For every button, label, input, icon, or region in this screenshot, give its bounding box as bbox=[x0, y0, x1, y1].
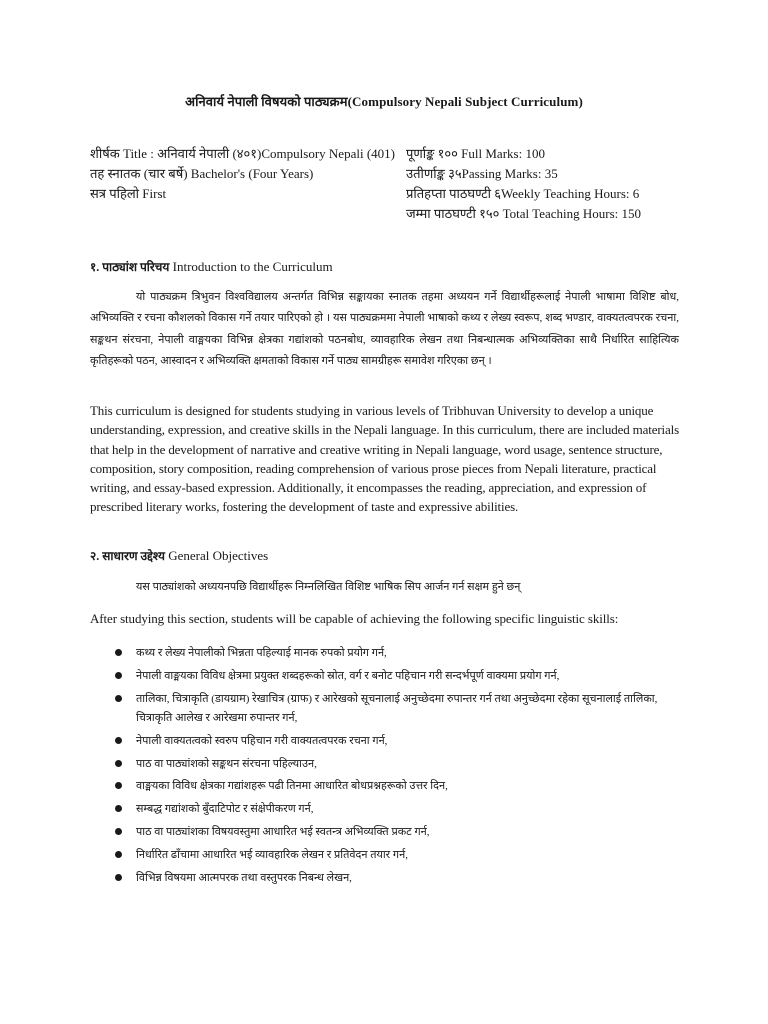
section-1-heading bbox=[90, 258, 333, 275]
document-title: अनिवार्य नेपाली विषयको पाठ्यक्रम(Compulsory Nepali Subject Curriculum) bbox=[185, 94, 583, 109]
list-item bbox=[90, 690, 680, 728]
list-item bbox=[90, 846, 680, 865]
list-item bbox=[90, 732, 680, 751]
list-item bbox=[90, 644, 680, 663]
section-1-paragraph-np bbox=[90, 287, 679, 373]
list-item-text: सम्बद्ध गद्यांशको बुँदाटिपोट र संक्षेपीकरण गर्न, bbox=[136, 803, 314, 816]
list-item-text: पाठ वा पाठ्यांशका विषयवस्तुमा आधारित भई स्वतन्त्र अभिव्यक्ति प्रकट गर्न, bbox=[136, 826, 430, 839]
section-2-heading-np: २. साधारण उद्देश्य bbox=[90, 549, 165, 563]
list-item-text: तालिका, चित्राकृति (डायग्राम) रेखाचित्र (ग्राफ) र आरेखको सूचनालाई अनुच्छेदमा रुपान्तर गर्न तथा अनुच्छेदमा रहेका सूचनालाई तालिका, चित्राकृति आलेख र आरेखमा रुपान्तर गर्न, bbox=[136, 692, 658, 724]
weekly-hours-row: प्रतिहप्ता पाठघण्टी ६Weekly Teaching Hours: 6 bbox=[406, 186, 640, 201]
course-level-row: तह स्नातक (चार बर्षे) Bachelor's (Four Years) bbox=[90, 166, 314, 181]
list-item-text: कथ्य र लेख्य नेपालीको भिन्नता पहिल्याई मानक रुपको प्रयोग गर्न, bbox=[136, 647, 387, 659]
bullet-icon bbox=[115, 760, 122, 767]
list-item-text: नेपाली वाङ्मयका विविध क्षेत्रमा प्रयुक्त शब्दहरूको स्रोत, वर्ग र बनोट पहिचान गरी सन्दर्भपूर्ण वाक्यमा प्रयोग गर्न, bbox=[136, 669, 560, 682]
bullet-icon bbox=[115, 828, 122, 835]
section-1-paragraph-en: This curriculum is designed for students studying in various levels of Tribhuvan University to develop a unique understanding, expression, and creative skills in the Nepali language. In this curriculum, there are included materials that help in the development of narrative and creative writing in Nepali language, word usage, sentence structure, composition, story composition, reading comprehension of various prose pieces from Nepali literature, practical writing, and essay-based expression. Additionally, it encompasses the reading, appreciation, and expression of prescribed literary works, fostering the development of taste and expressive abilities. bbox=[90, 403, 679, 515]
list-item bbox=[90, 755, 680, 774]
bullet-icon bbox=[115, 695, 122, 702]
list-item-text: पाठ वा पाठ्यांशको सङ्कथन संरचना पहिल्याउन, bbox=[136, 757, 317, 770]
section-1-heading-en: Introduction to the Curriculum bbox=[172, 259, 333, 274]
full-marks-row: पूर्णाङ्क १०० Full Marks: 100 bbox=[406, 146, 545, 161]
course-title-row: शीर्षक Title : अनिवार्य नेपाली (४०१)Compulsory Nepali (401) bbox=[90, 146, 395, 161]
passing-marks-row: उतीर्णाङ्क ३५Passing Marks: 35 bbox=[406, 166, 558, 181]
bullet-icon bbox=[115, 851, 122, 858]
list-item bbox=[90, 777, 680, 796]
course-semester-row: सत्र पहिलो First bbox=[90, 186, 167, 201]
list-item-text: विभिन्न विषयमा आत्मपरक तथा वस्तुपरक निबन्ध लेखन, bbox=[136, 872, 352, 885]
list-item bbox=[90, 823, 680, 842]
objectives-list bbox=[90, 644, 680, 892]
section-2-intro-en: After studying this section, students will be capable of achieving the following specific linguistic skills: bbox=[90, 611, 619, 626]
list-item bbox=[90, 667, 680, 686]
course-info-right bbox=[406, 144, 641, 224]
list-item bbox=[90, 869, 680, 888]
section-2-heading bbox=[90, 547, 268, 564]
list-item-text: नेपाली वाक्यतत्वको स्वरुप पहिचान गरी वाक्यतत्वपरक रचना गर्न, bbox=[136, 734, 388, 747]
section-1-paragraph-np-text: यो पाठ्यक्रम त्रिभुवन विश्वविद्यालय अन्तर्गत विभिन्न सङ्कायका स्नातक तहमा अध्ययन गर्ने विद्यार्थीहरूलाई नेपाली भाषामा विशिष्ट बोध, अभिव्यक्ति र रचना कौशलको विकास गर्ने तयार पारिएको हो । यस पाठ्यक्रममा नेपाली भाषाको कथ्य र लेख्य स्वरूप, शब्द भण्डार, वाक्यतत्वपरक रचना, सङ्कथन संरचना, नेपाली वाङ्मयका विभिन्न क्षेत्रका गद्यांशको पठनबोध, व्यावहारिक लेखन तथा निबन्धात्मक अभिव्यक्तिका साथै निर्धारित साहित्यिक कृतिहरूको पठन, आस्वादन र अभिव्यक्ति क्षमताको विकास गर्ने पाठ्य सामग्रीहरू समावेश गरिएका छन् । bbox=[90, 291, 679, 368]
bullet-icon bbox=[115, 672, 122, 679]
bullet-icon bbox=[115, 805, 122, 812]
course-info-left bbox=[90, 144, 395, 204]
section-1-heading-np: १. पाठ्यांश परिचय bbox=[90, 260, 170, 274]
bullet-icon bbox=[115, 737, 122, 744]
section-2-intro-np: यस पाठ्यांशको अध्ययनपछि विद्यार्थीहरू निम्नलिखित विशिष्ट भाषिक सिप आर्जन गर्न सक्षम हुने छन् bbox=[136, 581, 521, 593]
bullet-icon bbox=[115, 649, 122, 656]
list-item bbox=[90, 800, 680, 819]
bullet-icon bbox=[115, 782, 122, 789]
list-item-text: निर्धारित ढाँचामा आधारित भई व्यावहारिक लेखन र प्रतिवेदन तयार गर्न, bbox=[136, 849, 408, 862]
total-hours-row: जम्मा पाठघण्टी १५० Total Teaching Hours: 150 bbox=[406, 206, 642, 221]
list-item-text: वाङ्मयका विविध क्षेत्रका गद्यांशहरू पढी तिनमा आधारित बोधप्रश्नहरूको उत्तर दिन, bbox=[136, 780, 448, 793]
section-2-heading-en: General Objectives bbox=[168, 548, 269, 563]
bullet-icon bbox=[115, 874, 122, 881]
